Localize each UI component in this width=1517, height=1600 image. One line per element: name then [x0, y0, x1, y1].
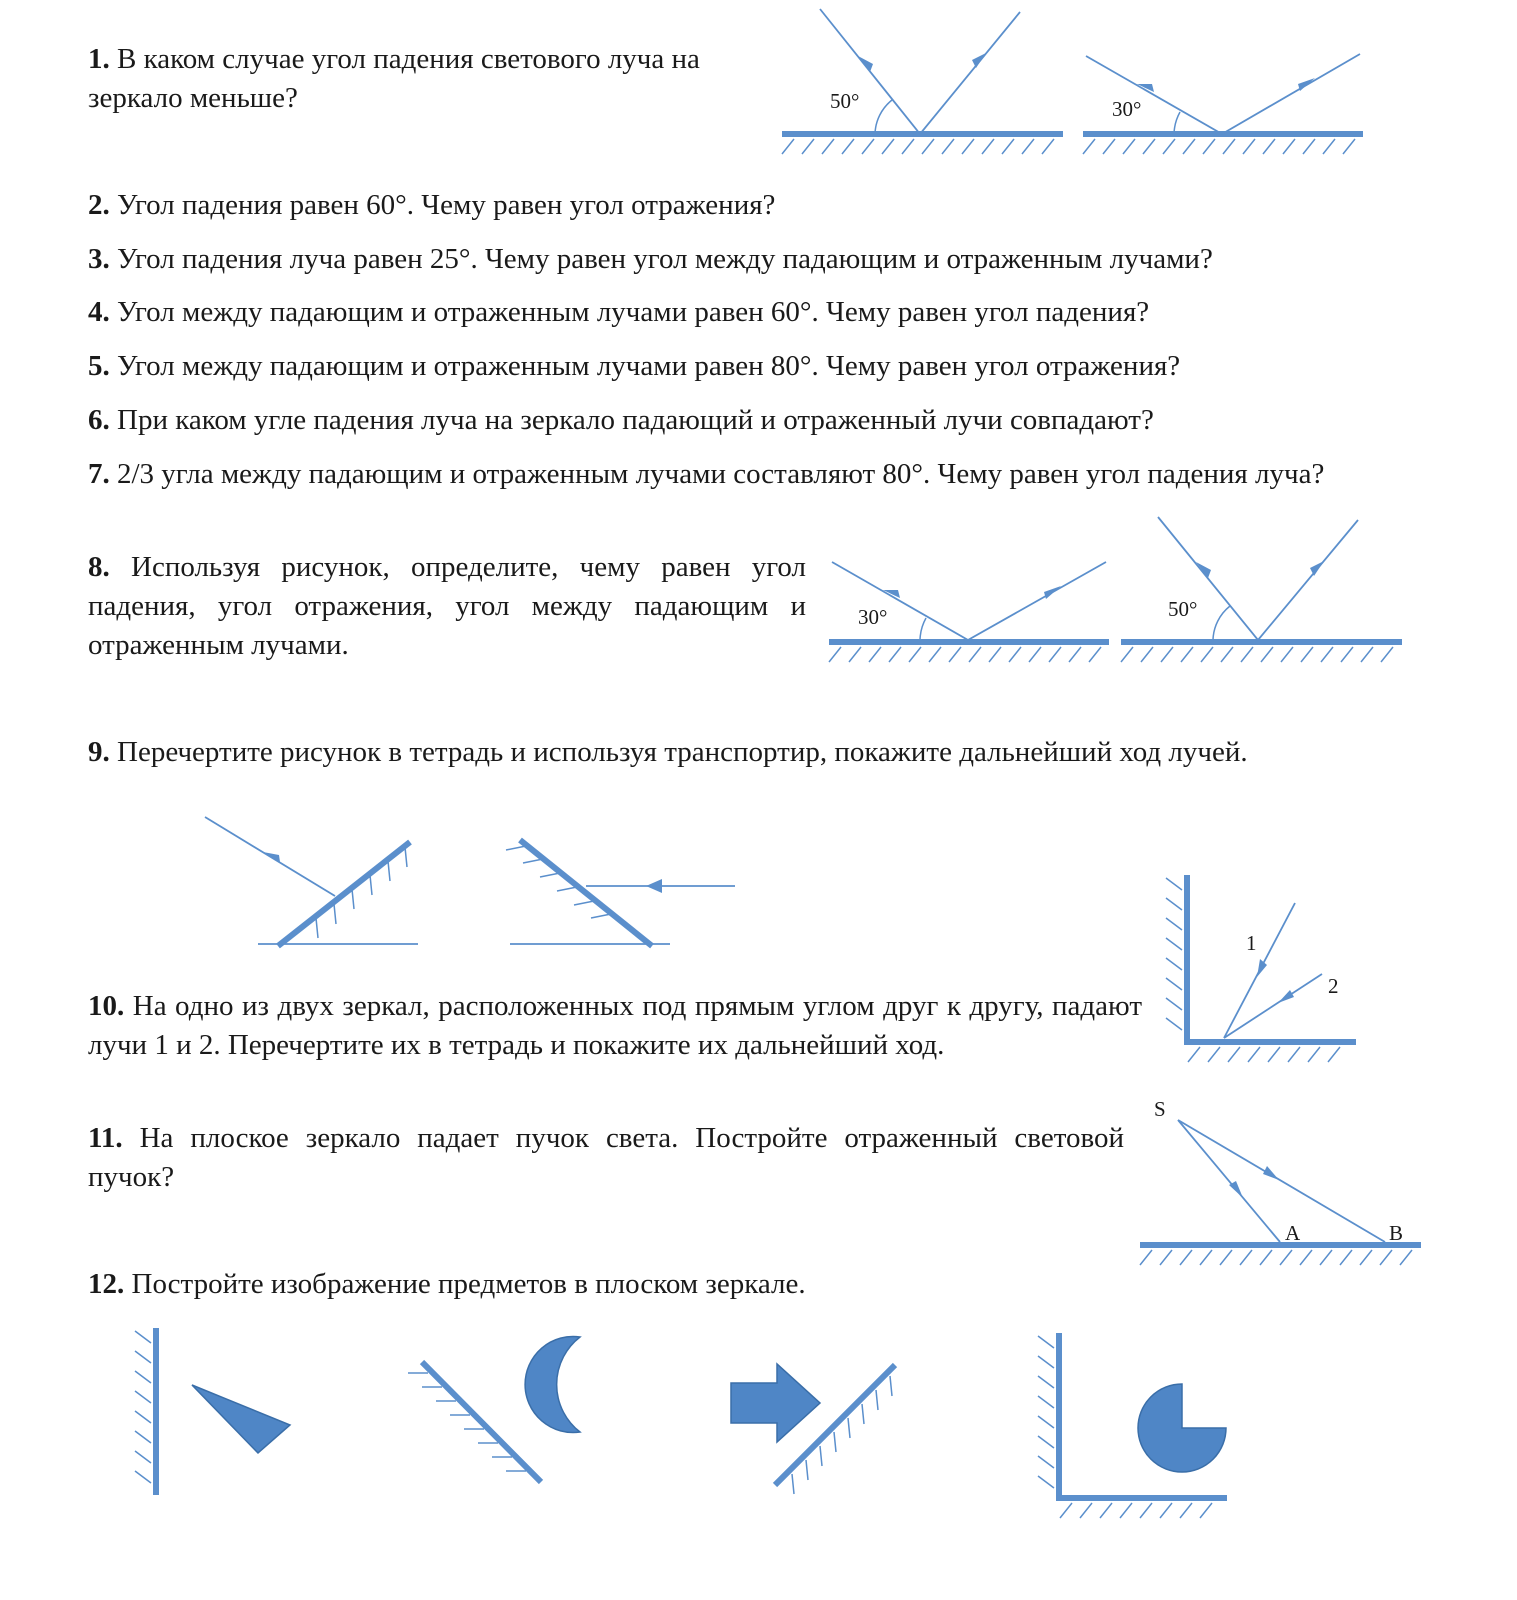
crescent-shape: [525, 1337, 580, 1433]
q1-left-mirror: [782, 134, 1063, 154]
q8-diagram-left: [829, 562, 1109, 662]
question-number: 5.: [88, 350, 110, 382]
q8-right-reflected-ray: [1258, 520, 1358, 640]
pie-shape: [1138, 1384, 1226, 1472]
q1-right-mirror: [1083, 134, 1363, 154]
q10-ray-2-arrow: [1278, 990, 1294, 1003]
question-number: 11.: [88, 1122, 123, 1154]
q9-right-mirror: [506, 840, 652, 946]
question-text: Используя рисунок, определите, чему равен угол падения, угол отражения, угол между падающим и отраженным лучами.: [88, 551, 806, 661]
q10-ray-2: [1224, 974, 1322, 1038]
question-text: Угол между падающим и отраженным лучами равен 60°. Чему равен угол падения?: [117, 296, 1150, 328]
question-text: Постройте изображение предметов в плоском зеркале.: [131, 1268, 806, 1300]
question-number: 6.: [88, 404, 110, 436]
q12-horizontal-mirror: [1056, 1498, 1227, 1518]
q9-diagram-right: [506, 840, 735, 946]
question-number: 9.: [88, 736, 110, 768]
q11-point-a-label: A: [1285, 1221, 1301, 1245]
question-number: 3.: [88, 243, 110, 275]
q12-vertical-mirror-2: [1038, 1333, 1059, 1500]
q12-figure-arrow: [731, 1364, 895, 1494]
question-text: 2/3 угла между падающим и отраженным лучами составляют 80°. Чему равен угол падения луча?: [117, 458, 1325, 490]
q9-diagram-left: [205, 817, 418, 946]
q10-diagram: [1166, 875, 1356, 1062]
q11-point-b-label: B: [1389, 1221, 1404, 1245]
q11-ray-to-b: [1178, 1120, 1385, 1242]
q1-right-angle-label: 30°: [1112, 97, 1142, 121]
question-number: 1.: [88, 43, 110, 75]
question-number: 4.: [88, 296, 110, 328]
q9-left-mirror: [278, 842, 410, 946]
triangle-shape: [192, 1385, 290, 1453]
question-text: При каком угле падения луча на зеркало падающий и отраженный лучи совпадают?: [117, 404, 1154, 436]
q11-diagram: [1140, 1097, 1421, 1265]
question-text: На одно из двух зеркал, расположенных под прямым углом друг к другу, падают лучи 1 и 2. Перечертите их в тетрадь и покажите их дальнейший ход.: [88, 990, 1143, 1061]
q10-ray-2-label: 2: [1328, 974, 1339, 998]
question-number: 10.: [88, 990, 125, 1022]
q11-ray-to-b-arrow: [1263, 1166, 1279, 1180]
q1-left-reflected-arrow: [972, 53, 986, 68]
q9-right-incident-arrow: [646, 879, 662, 893]
q1-left-angle-label: 50°: [830, 89, 860, 113]
q11-mirror: [1140, 1245, 1421, 1265]
q1-right-angle-arc: [1174, 112, 1180, 134]
q8-left-angle-label: 30°: [858, 605, 888, 629]
q8-left-incident-ray: [832, 562, 968, 640]
q12-figure-pie: [1038, 1333, 1227, 1518]
q8-right-incident-arrow: [1196, 562, 1211, 578]
q10-horizontal-mirror: [1184, 1042, 1356, 1062]
q8-right-mirror: [1121, 642, 1402, 662]
q10-ray-1-arrow: [1257, 959, 1267, 977]
q1-diagram-right: [1083, 54, 1363, 154]
q9-left-incident-ray: [205, 817, 335, 896]
question-text: Перечертите рисунок в тетрадь и используя транспортир, покажите дальнейший ход лучей.: [117, 736, 1248, 768]
q8-left-reflected-ray: [968, 562, 1106, 640]
q11-ray-to-a: [1178, 1120, 1280, 1242]
q12-figure-triangle: [135, 1328, 290, 1495]
q8-right-incident-ray: [1158, 517, 1258, 640]
q12-figure-crescent: [408, 1337, 580, 1483]
q8-left-mirror: [829, 642, 1109, 662]
q8-diagram-right: [1121, 517, 1402, 662]
q1-right-incident-ray: [1086, 56, 1222, 134]
question-text: Угол падения луча равен 25°. Чему равен угол между падающим и отраженным лучами?: [117, 243, 1213, 275]
question-number: 7.: [88, 458, 110, 490]
q1-right-reflected-ray: [1222, 54, 1360, 134]
question-text: На плоское зеркало падает пучок света. Постройте отраженный световой пучок?: [88, 1122, 1124, 1193]
q11-source-label: S: [1154, 1097, 1166, 1121]
q10-ray-1-label: 1: [1246, 931, 1257, 955]
question-text: Угол падения равен 60°. Чему равен угол отражения?: [117, 189, 776, 221]
q10-vertical-mirror: [1166, 875, 1187, 1042]
q1-left-angle-arc: [875, 100, 892, 134]
q8-right-angle-label: 50°: [1168, 597, 1198, 621]
question-number: 8.: [88, 551, 110, 583]
q1-diagram-left: [782, 9, 1063, 154]
q8-right-angle-arc: [1213, 606, 1230, 640]
q12-diagonal-mirror-1: [408, 1362, 541, 1482]
block-arrow-shape: [731, 1364, 820, 1442]
q8-left-angle-arc: [920, 618, 926, 640]
question-text: Угол между падающим и отраженным лучами равен 80°. Чему равен угол отражения?: [117, 350, 1181, 382]
question-text: В каком случае угол падения светового луча на зеркало меньше?: [88, 43, 700, 114]
question-number: 2.: [88, 189, 110, 221]
q1-left-incident-arrow: [858, 56, 873, 72]
q12-vertical-mirror-1: [135, 1328, 156, 1495]
q8-left-reflected-arrow: [1044, 586, 1061, 599]
q1-right-reflected-arrow: [1298, 78, 1315, 91]
question-number: 12.: [88, 1268, 125, 1300]
q1-left-reflected-ray: [920, 12, 1020, 134]
